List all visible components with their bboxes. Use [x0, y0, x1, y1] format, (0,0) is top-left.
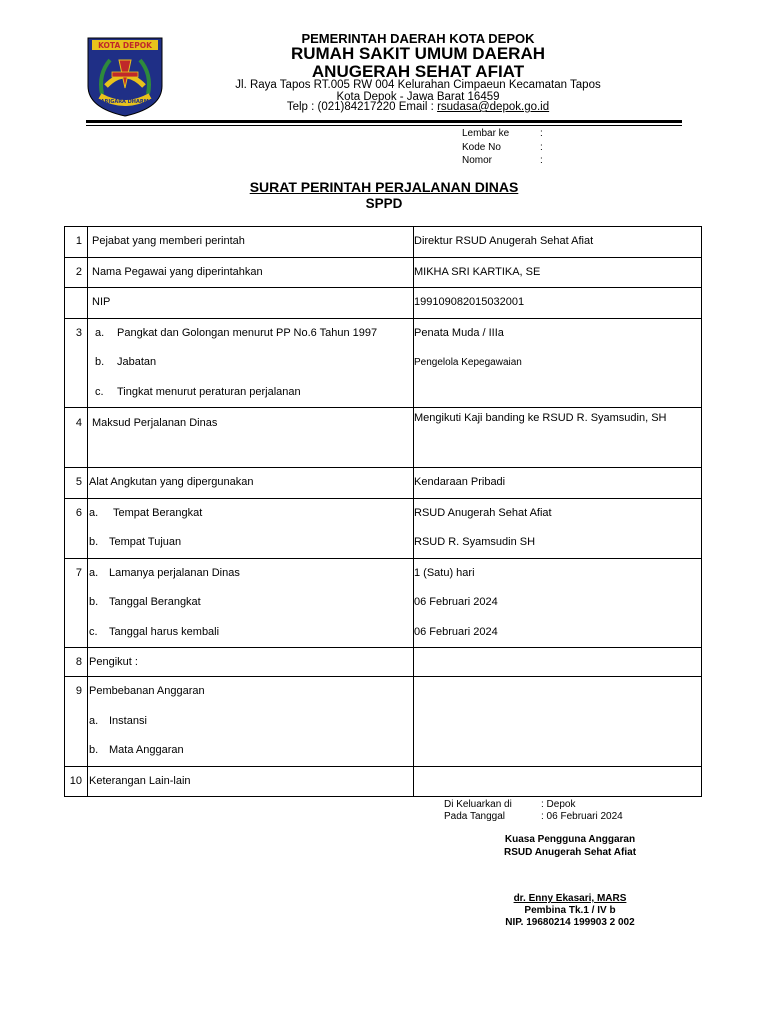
meta-label: Nomor — [462, 155, 493, 166]
row-label: Nama Pegawai yang diperintahkan — [92, 265, 263, 278]
sub-marker: b. — [89, 536, 99, 548]
sub-marker: c. — [95, 385, 104, 398]
sub-marker: b. — [89, 744, 99, 756]
meta-nomor — [462, 155, 543, 166]
meta-label: Lembar ke — [462, 128, 510, 139]
sub-value: 06 Februari 2024 — [414, 625, 498, 638]
row-value: Kendaraan Pribadi — [414, 476, 506, 488]
sub-value: RSUD R. Syamsudin SH — [414, 536, 536, 548]
logo-text-top: KOTA DEPOK — [98, 41, 152, 50]
kop-kontak — [168, 101, 668, 113]
signer-nip: NIP. 19680214 199903 2 002 — [505, 917, 635, 928]
sub-marker: b. — [95, 356, 105, 368]
sub-label: Lamanya perjalanan Dinas — [109, 566, 240, 579]
sub-label: Tanggal Berangkat — [109, 596, 201, 608]
meta-label: Kode No — [462, 142, 501, 153]
sub-value: RSUD Anugerah Sehat Afiat — [414, 506, 552, 519]
signer-role: Kuasa Pengguna Anggaran — [504, 834, 636, 845]
kop-rule-thin — [86, 125, 682, 126]
signer-name: dr. Enny Ekasari, MARS — [513, 893, 627, 904]
row-label: Pejabat yang memberi perintah — [92, 235, 245, 247]
row-number: 6 — [75, 506, 82, 519]
sub-label: Tempat Tujuan — [109, 536, 182, 548]
sub-value: Penata Muda / IIIa — [414, 326, 504, 339]
row-number: 2 — [75, 265, 82, 278]
sub-marker: a. — [95, 326, 105, 339]
sub-marker: a. — [89, 714, 99, 727]
table-row — [65, 648, 702, 677]
sub-marker: a. — [89, 566, 99, 579]
table-row — [65, 408, 702, 468]
meta-lembar — [462, 128, 543, 139]
table-row — [65, 468, 702, 499]
row-number: 5 — [75, 476, 82, 488]
meta-sep: : — [540, 142, 543, 153]
meta-sep: : — [540, 128, 543, 139]
table-row — [65, 677, 702, 767]
sub-marker: a. — [89, 506, 99, 519]
logo-text-bottom: PARIGARA DHARMA — [97, 99, 153, 105]
issued-date-label: Pada Tanggal — [444, 811, 505, 822]
kop-nama-rs: ANUGERAH SEHAT AFIAT — [311, 62, 525, 81]
issued-place-value: : Depok — [541, 799, 576, 810]
sub-label: Instansi — [109, 714, 147, 727]
row-label: Pengikut : — [89, 656, 138, 668]
kop-alamat-1: Jl. Raya Tapos RT.005 RW 004 Kelurahan Cimpaeun Kecamatan Tapos — [235, 79, 601, 91]
kop-pemerintah: PEMERINTAH DAERAH KOTA DEPOK — [301, 31, 535, 46]
row-value: Direktur RSUD Anugerah Sehat Afiat — [414, 235, 594, 247]
sppd-table — [64, 226, 702, 797]
sub-value: 06 Februari 2024 — [414, 596, 498, 608]
sub-label: Tempat Berangkat — [113, 506, 203, 519]
row-number: 4 — [75, 417, 82, 429]
issued-date-value: : 06 Februari 2024 — [541, 811, 623, 822]
sub-value: Pengelola Kepegawaian — [414, 357, 522, 368]
kota-depok-logo — [86, 36, 164, 118]
row-value — [414, 648, 701, 676]
sub-label: Mata Anggaran — [109, 744, 184, 756]
meta-kode — [462, 142, 543, 153]
sub-label: Tanggal harus kembali — [109, 625, 220, 638]
sub-value: 1 (Satu) hari — [414, 566, 475, 579]
table-row — [65, 288, 702, 319]
row-label: Alat Angkutan yang dipergunakan — [89, 476, 254, 488]
kop-rule-thick — [86, 120, 682, 123]
sub-label: Pangkat dan Golongan menurut PP No.6 Tahun 1997 — [117, 326, 378, 339]
signer-institution: RSUD Anugerah Sehat Afiat — [503, 847, 637, 858]
meta-sep: : — [540, 155, 543, 166]
table-row — [65, 227, 702, 258]
row-value: Mengikuti Kaji banding ke RSUD R. Syamsudin, SH — [414, 412, 667, 424]
row-number: 3 — [75, 326, 82, 339]
row-label: Maksud Perjalanan Dinas — [92, 417, 218, 429]
signer-rank: Pembina Tk.1 / IV b — [524, 905, 616, 916]
row-label: NIP — [92, 296, 111, 308]
kop-rumah-sakit: RUMAH SAKIT UMUM DAERAH — [290, 44, 546, 63]
row-value: 199109082015032001 — [414, 296, 525, 308]
sub-value — [414, 378, 701, 408]
sub-label: Jabatan — [117, 356, 157, 368]
row-number: 9 — [75, 685, 82, 697]
row-number: 1 — [75, 235, 82, 247]
table-row — [65, 318, 702, 408]
document-subtitle: SPPD — [365, 196, 403, 211]
row-label: Pembebanan Anggaran — [89, 685, 205, 697]
sub-marker: c. — [89, 625, 98, 638]
document-title: SURAT PERINTAH PERJALANAN DINAS — [249, 179, 519, 195]
row-value — [414, 677, 701, 707]
row-value — [414, 767, 701, 796]
sub-marker: b. — [89, 596, 99, 608]
row-label: Keterangan Lain-lain — [89, 774, 191, 787]
row-number: 7 — [75, 566, 82, 579]
table-row — [65, 498, 702, 558]
sub-label: Tingkat menurut peraturan perjalanan — [117, 385, 301, 398]
kop-alamat-2: Kota Depok - Jawa Barat 16459 — [336, 91, 500, 103]
row-number: 10 — [69, 774, 82, 787]
table-row — [65, 257, 702, 288]
row-number: 8 — [75, 656, 82, 668]
table-row — [65, 766, 702, 796]
kop-email-link[interactable]: rsudasa@depok.go.id — [437, 101, 550, 113]
issued-place-label: Di Keluarkan di — [444, 799, 512, 810]
table-row — [65, 558, 702, 648]
row-value: MIKHA SRI KARTIKA, SE — [414, 265, 541, 278]
kop-telp: Telp : (021)84217220 Email : — [286, 101, 438, 113]
